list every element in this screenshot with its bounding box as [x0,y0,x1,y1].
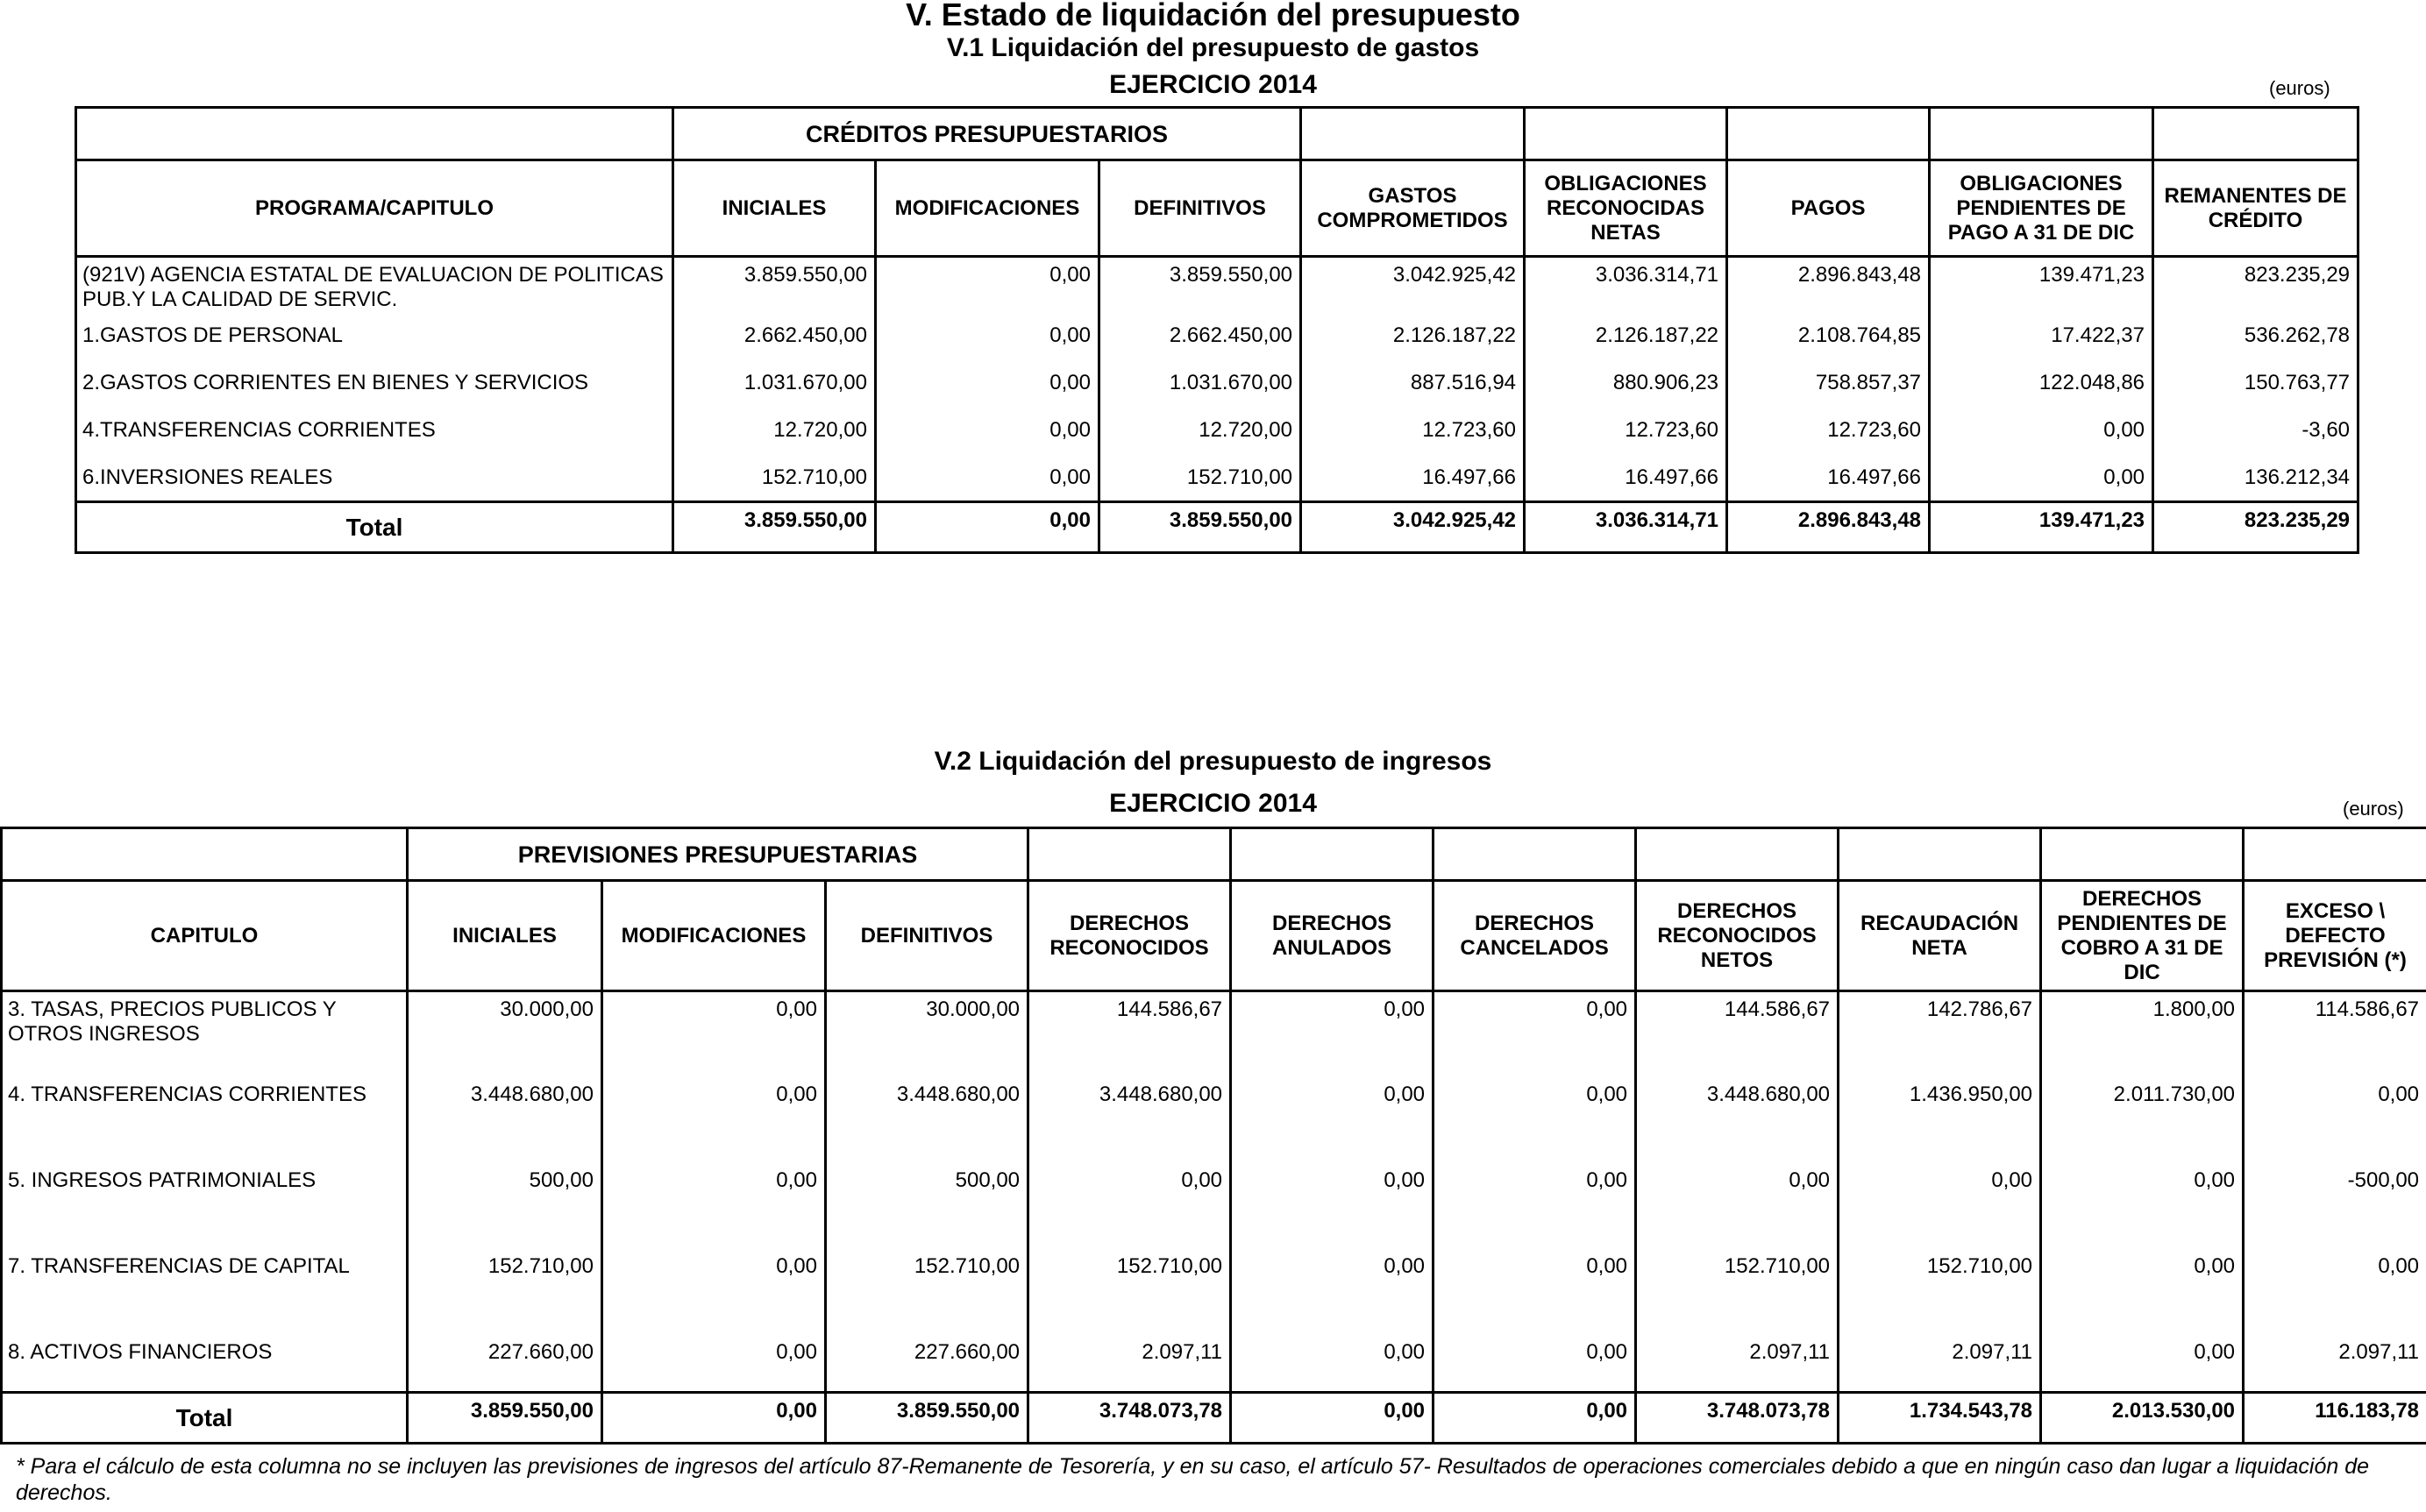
ingresos-col-header: DERECHOS CANCELADOS [1434,881,1636,991]
cell-value: 152.710,00 [826,1249,1028,1335]
gastos-units: (euros) [2269,77,2330,99]
cell-value: 12.723,60 [1525,413,1727,460]
cell-value: 3.042.925,42 [1301,257,1525,318]
cell-value: 758.857,37 [1727,366,1930,413]
cell-value: 0,00 [1434,1335,1636,1393]
row-label: 6.INVERSIONES REALES [76,460,673,502]
total-value: 0,00 [876,502,1099,553]
table-row [76,318,2358,366]
gastos-col-header: OBLIGACIONES RECONOCIDAS NETAS [1525,160,1727,257]
table-row [2,991,2426,1077]
cell-value: 0,00 [602,1163,826,1249]
cell-value: 0,00 [1231,991,1434,1077]
ingresos-col-header: INICIALES [408,881,602,991]
cell-value: 2.126.187,22 [1301,318,1525,366]
ingresos-subtitle: V.2 Liquidación del presupuesto de ingresos [934,747,1492,776]
cell-value: 880.906,23 [1525,366,1727,413]
gastos-col-header: GASTOS COMPROMETIDOS [1301,160,1525,257]
total-value: 3.748.073,78 [1636,1393,1839,1444]
ingresos-header-empty [2,828,408,881]
row-label: 8. ACTIVOS FINANCIEROS [2,1335,408,1393]
gastos-table [75,106,2359,554]
ingresos-col-header: DEFINITIVOS [826,881,1028,991]
cell-value: 0,00 [1028,1163,1231,1249]
cell-value: 0,00 [1636,1163,1839,1249]
gastos-group-header: CRÉDITOS PRESUPUESTARIOS [673,108,1301,160]
cell-value: 3.448.680,00 [408,1077,602,1163]
table-row [76,366,2358,413]
cell-value: 0,00 [1231,1077,1434,1163]
cell-value: 12.723,60 [1301,413,1525,460]
cell-value: 0,00 [876,413,1099,460]
cell-value: -500,00 [2244,1163,2426,1249]
gastos-col-header: INICIALES [673,160,876,257]
cell-value: -3,60 [2153,413,2358,460]
cell-value: 500,00 [826,1163,1028,1249]
cell-value: 152.710,00 [1099,460,1301,502]
gastos-ejercicio: EJERCICIO 2014 [1109,70,1317,99]
total-value: 0,00 [1231,1393,1434,1444]
row-label: 3. TASAS, PRECIOS PUBLICOS Y OTROS INGRESOS [2,991,408,1077]
cell-value: 152.710,00 [1636,1249,1839,1335]
cell-value: 3.448.680,00 [826,1077,1028,1163]
cell-value: 0,00 [876,460,1099,502]
gastos-col-header: PROGRAMA/CAPITULO [76,160,673,257]
cell-value: 0,00 [876,318,1099,366]
gastos-col-header: MODIFICACIONES [876,160,1099,257]
cell-value: 17.422,37 [1930,318,2153,366]
cell-value: 152.710,00 [1839,1249,2041,1335]
ingresos-col-header: MODIFICACIONES [602,881,826,991]
row-label: 2.GASTOS CORRIENTES EN BIENES Y SERVICIOS [76,366,673,413]
total-value: 3.859.550,00 [826,1393,1028,1444]
cell-value: 2.126.187,22 [1525,318,1727,366]
cell-value: 144.586,67 [1028,991,1231,1077]
cell-value: 3.859.550,00 [673,257,876,318]
total-value: 116.183,78 [2244,1393,2426,1444]
cell-value: 12.723,60 [1727,413,1930,460]
table-row [76,257,2358,318]
cell-value: 2.108.764,85 [1727,318,1930,366]
cell-value: 0,00 [876,257,1099,318]
cell-value: 0,00 [2244,1077,2426,1163]
gastos-col-header: DEFINITIVOS [1099,160,1301,257]
cell-value: 0,00 [602,1249,826,1335]
ingresos-col-header: RECAUDACIÓN NETA [1839,881,2041,991]
cell-value: 122.048,86 [1930,366,2153,413]
table-row [2,1335,2426,1393]
cell-value: 0,00 [1434,1077,1636,1163]
gastos-subtitle: V.1 Liquidación del presupuesto de gastos [946,33,1480,62]
ingresos-units: (euros) [2343,798,2404,820]
cell-value: 0,00 [1231,1249,1434,1335]
row-label: 4.TRANSFERENCIAS CORRIENTES [76,413,673,460]
total-value: 0,00 [602,1393,826,1444]
total-value: 3.748.073,78 [1028,1393,1231,1444]
ingresos-group-header: PREVISIONES PRESUPUESTARIAS [408,828,1028,881]
total-value: 3.036.314,71 [1525,502,1727,553]
total-value: 3.859.550,00 [1099,502,1301,553]
cell-value: 0,00 [2041,1163,2244,1249]
row-label: 5. INGRESOS PATRIMONIALES [2,1163,408,1249]
cell-value: 823.235,29 [2153,257,2358,318]
ingresos-ejercicio: EJERCICIO 2014 [1109,789,1317,818]
cell-value: 3.448.680,00 [1028,1077,1231,1163]
row-label: 1.GASTOS DE PERSONAL [76,318,673,366]
gastos-col-header: REMANENTES DE CRÉDITO [2153,160,2358,257]
total-value: 139.471,23 [1930,502,2153,553]
cell-value: 3.036.314,71 [1525,257,1727,318]
cell-value: 227.660,00 [826,1335,1028,1393]
total-row [2,1393,2426,1444]
ingresos-col-header: DERECHOS RECONOCIDOS [1028,881,1231,991]
total-value: 1.734.543,78 [1839,1393,2041,1444]
cell-value: 0,00 [1434,991,1636,1077]
total-label: Total [76,502,673,553]
cell-value: 887.516,94 [1301,366,1525,413]
cell-value: 227.660,00 [408,1335,602,1393]
total-value: 3.042.925,42 [1301,502,1525,553]
cell-value: 16.497,66 [1301,460,1525,502]
cell-value: 152.710,00 [673,460,876,502]
cell-value: 30.000,00 [826,991,1028,1077]
cell-value: 12.720,00 [673,413,876,460]
table-row [2,1163,2426,1249]
cell-value: 0,00 [1434,1163,1636,1249]
cell-value: 136.212,34 [2153,460,2358,502]
cell-value: 150.763,77 [2153,366,2358,413]
cell-value: 142.786,67 [1839,991,2041,1077]
cell-value: 2.097,11 [1636,1335,1839,1393]
page-title: V. Estado de liquidación del presupuesto [906,0,1520,32]
total-value: 3.859.550,00 [673,502,876,553]
cell-value: 0,00 [2244,1249,2426,1335]
table-row [2,1077,2426,1163]
cell-value: 152.710,00 [408,1249,602,1335]
cell-value: 3.448.680,00 [1636,1077,1839,1163]
total-value: 3.859.550,00 [408,1393,602,1444]
cell-value: 2.896.843,48 [1727,257,1930,318]
cell-value: 1.800,00 [2041,991,2244,1077]
gastos-col-header: PAGOS [1727,160,1930,257]
table-row [2,1249,2426,1335]
cell-value: 16.497,66 [1525,460,1727,502]
gastos-col-header: OBLIGACIONES PENDIENTES DE PAGO A 31 DE DIC [1930,160,2153,257]
row-label: (921V) AGENCIA ESTATAL DE EVALUACION DE POLITICAS PUB.Y LA CALIDAD DE SERVIC. [76,257,673,318]
cell-value: 3.859.550,00 [1099,257,1301,318]
cell-value: 2.662.450,00 [1099,318,1301,366]
row-label: 7. TRANSFERENCIAS DE CAPITAL [2,1249,408,1335]
footnote: * Para el cálculo de esta columna no se incluyen las previsiones de ingresos del artículo 87-Remanente de Tesorería, y en su caso, el artículo 57- Resultados de operaciones comerciales debido a que en ningún caso dan lugar a liquidación de derechos. [16,1454,2370,1505]
cell-value: 16.497,66 [1727,460,1930,502]
total-value: 0,00 [1434,1393,1636,1444]
cell-value: 152.710,00 [1028,1249,1231,1335]
cell-value: 114.586,67 [2244,991,2426,1077]
cell-value: 0,00 [2041,1335,2244,1393]
cell-value: 2.097,11 [1028,1335,1231,1393]
total-row [76,502,2358,553]
gastos-header-empty [76,108,673,160]
cell-value: 2.097,11 [1839,1335,2041,1393]
cell-value: 0,00 [1930,413,2153,460]
cell-value: 0,00 [1930,460,2153,502]
cell-value: 1.031.670,00 [673,366,876,413]
cell-value: 500,00 [408,1163,602,1249]
cell-value: 0,00 [876,366,1099,413]
cell-value: 1.436.950,00 [1839,1077,2041,1163]
table-row [76,413,2358,460]
cell-value: 0,00 [602,991,826,1077]
total-value: 2.013.530,00 [2041,1393,2244,1444]
ingresos-table [0,827,2426,1445]
cell-value: 0,00 [1839,1163,2041,1249]
ingresos-col-header: DERECHOS PENDIENTES DE COBRO A 31 DE DIC [2041,881,2244,991]
cell-value: 144.586,67 [1636,991,1839,1077]
cell-value: 0,00 [602,1077,826,1163]
cell-value: 0,00 [1231,1163,1434,1249]
ingresos-col-header: CAPITULO [2,881,408,991]
ingresos-col-header: EXCESO \ DEFECTO PREVISIÓN (*) [2244,881,2426,991]
cell-value: 1.031.670,00 [1099,366,1301,413]
cell-value: 0,00 [1434,1249,1636,1335]
cell-value: 0,00 [2041,1249,2244,1335]
row-label: 4. TRANSFERENCIAS CORRIENTES [2,1077,408,1163]
total-value: 2.896.843,48 [1727,502,1930,553]
cell-value: 2.662.450,00 [673,318,876,366]
cell-value: 0,00 [1231,1335,1434,1393]
total-value: 823.235,29 [2153,502,2358,553]
table-row [76,460,2358,502]
cell-value: 30.000,00 [408,991,602,1077]
total-label: Total [2,1393,408,1444]
cell-value: 0,00 [602,1335,826,1393]
cell-value: 12.720,00 [1099,413,1301,460]
cell-value: 2.097,11 [2244,1335,2426,1393]
cell-value: 2.011.730,00 [2041,1077,2244,1163]
ingresos-col-header: DERECHOS RECONOCIDOS NETOS [1636,881,1839,991]
cell-value: 139.471,23 [1930,257,2153,318]
cell-value: 536.262,78 [2153,318,2358,366]
ingresos-col-header: DERECHOS ANULADOS [1231,881,1434,991]
